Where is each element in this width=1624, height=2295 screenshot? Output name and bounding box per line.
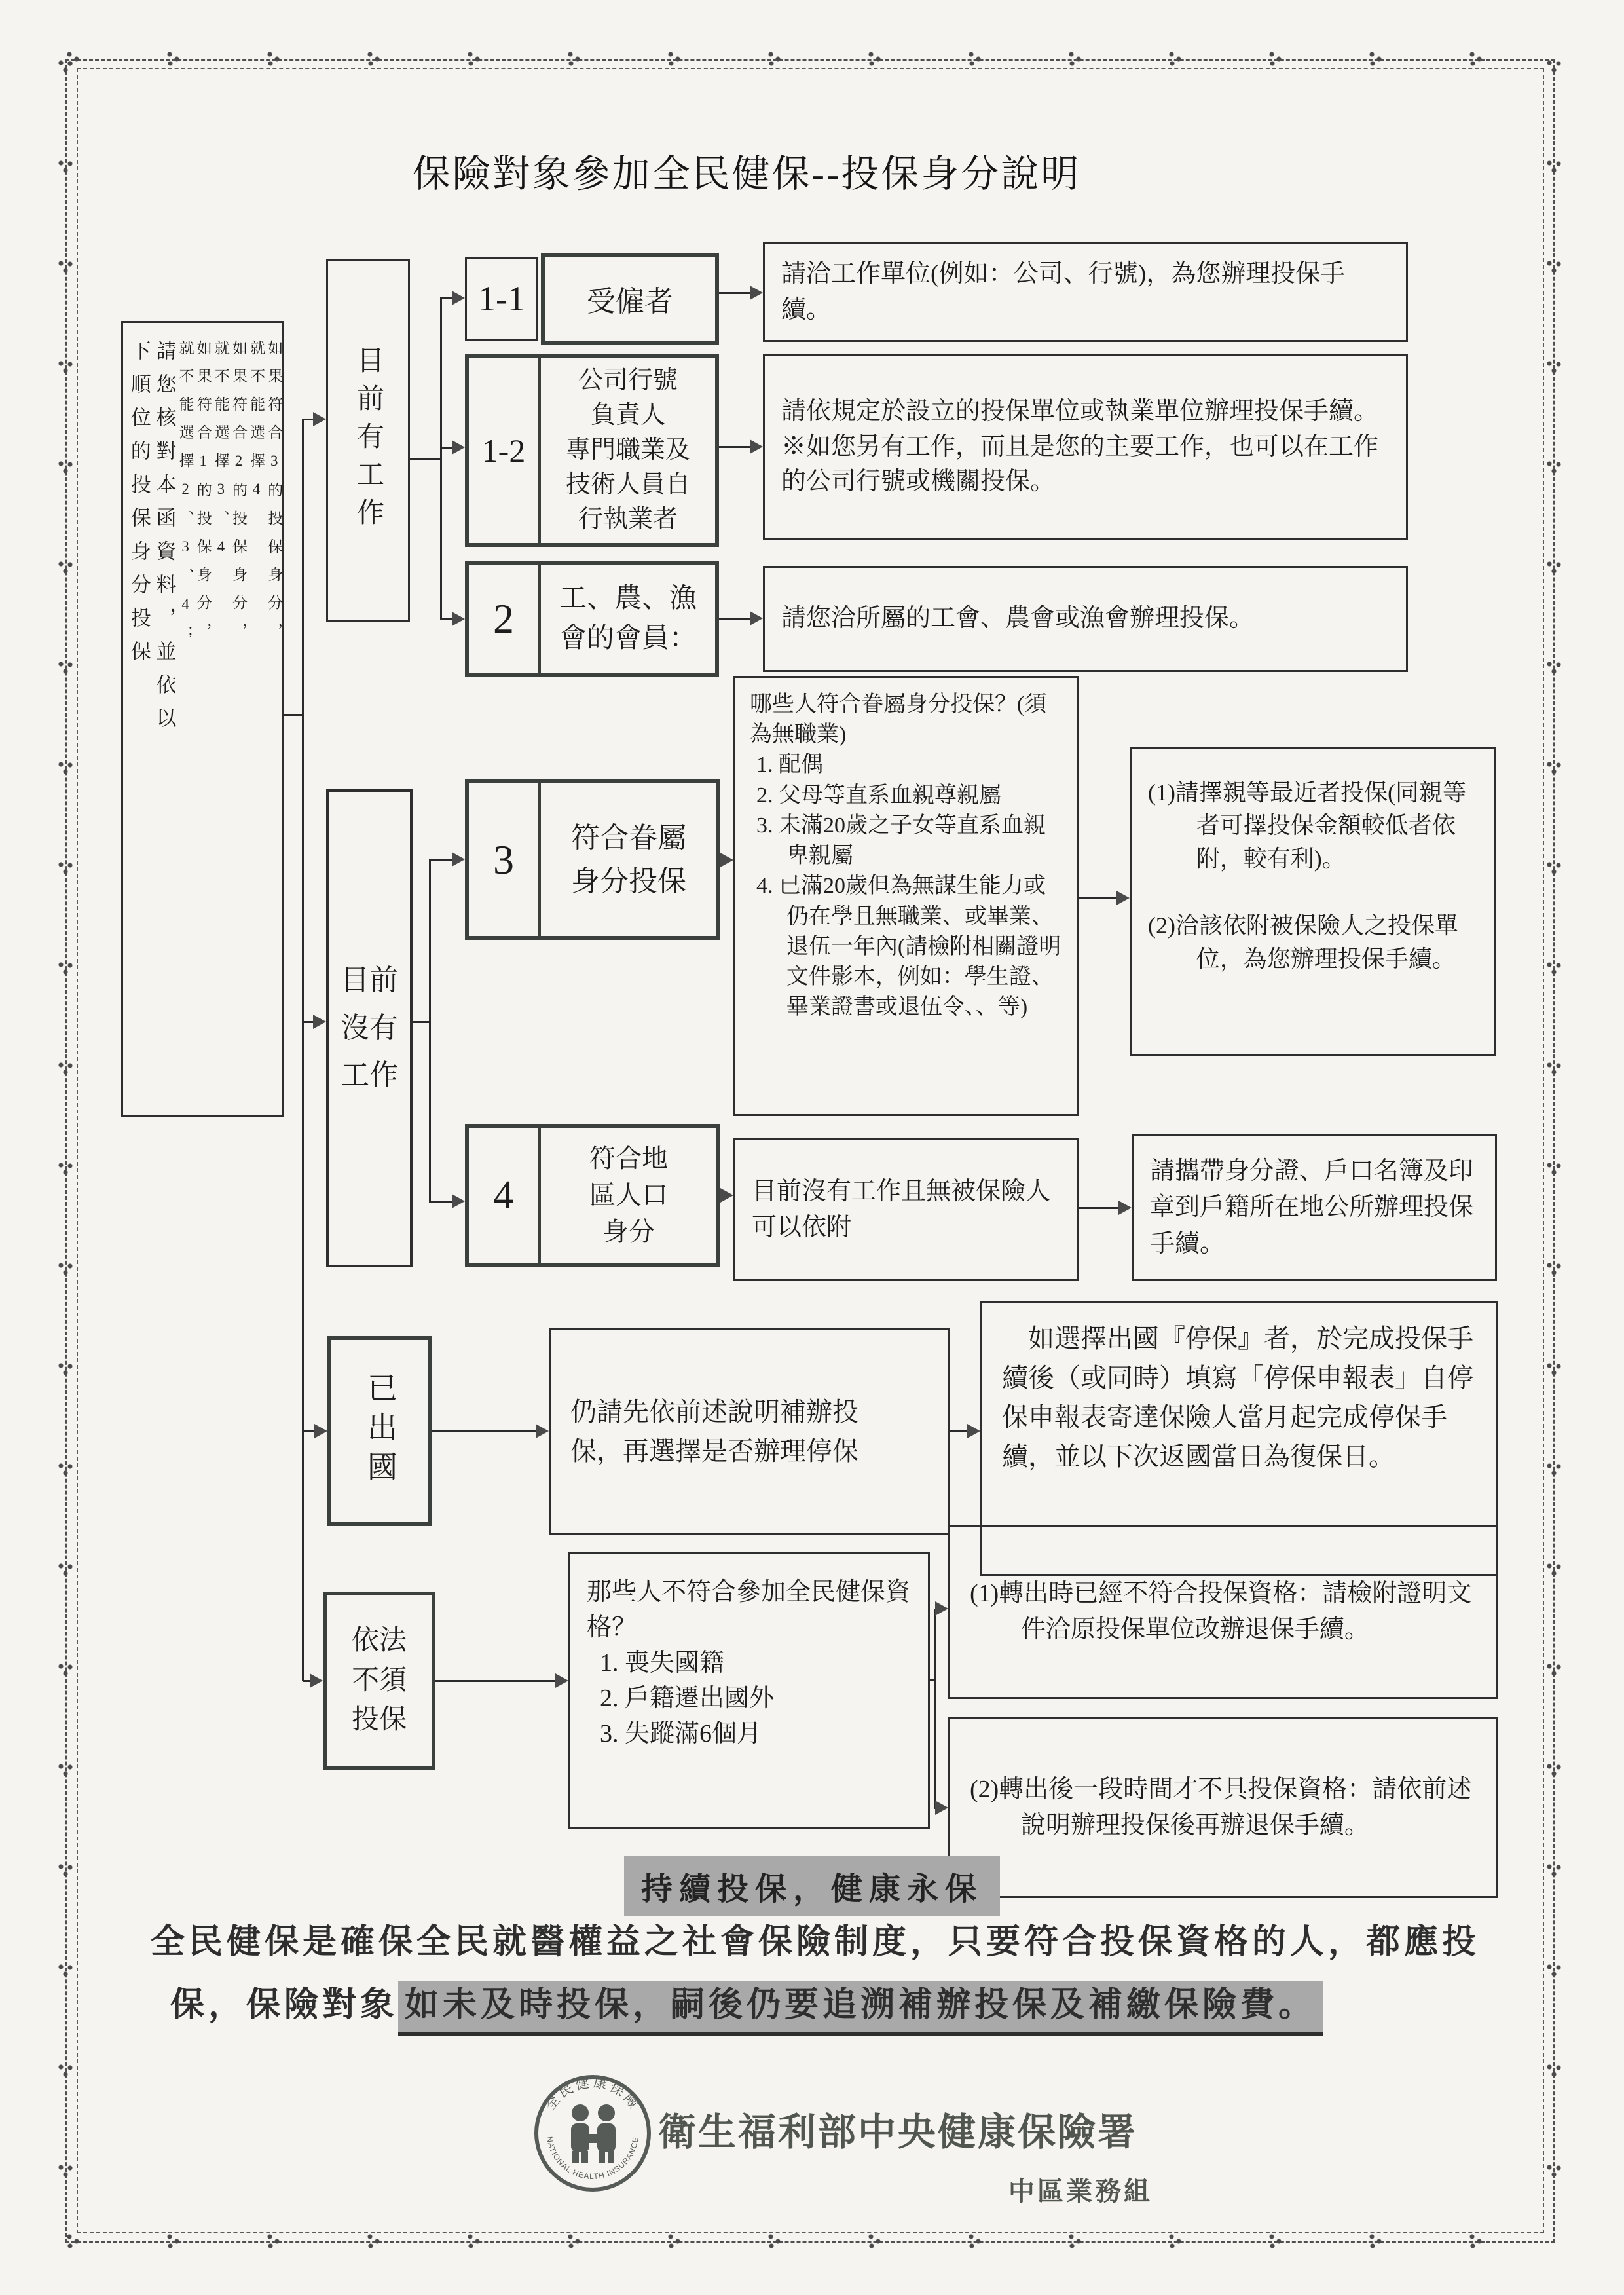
branch-3-middle-item: 1. 配偶 xyxy=(756,753,823,777)
branch-1-2-number-text: 1-2 xyxy=(481,432,526,469)
arrow-icon xyxy=(313,1015,326,1029)
arrow-icon xyxy=(452,612,465,626)
instruction-box xyxy=(121,321,284,1117)
arrow-icon xyxy=(1118,1201,1132,1215)
arrow-icon xyxy=(750,286,763,300)
branch-3-result-box xyxy=(1130,747,1496,1056)
nhi-logo xyxy=(530,2070,655,2194)
exempt-result-box-1 xyxy=(948,1525,1498,1699)
branch-4-middle-text: 目前沒有工作且無被保險人可以依附 xyxy=(752,1177,1051,1241)
exempt-result-1-text: (1)轉出時已經不符合投保資格：請檢附證明文件洽原投保單位改辦退保手續。 xyxy=(970,1579,1472,1643)
branch-3-middle-item: 3. 未滿20歲之子女等直系血親卑親屬 xyxy=(756,813,1046,868)
branch-4-group xyxy=(465,1124,720,1267)
connector-line xyxy=(303,1680,310,1682)
branch-3-number xyxy=(469,783,541,936)
footer-body-line2-highlight: 如未及時投保，嗣後仍要追溯補辦投保及補繳保險費。 xyxy=(398,1981,1323,2036)
connector-line xyxy=(719,292,750,294)
arrow-icon xyxy=(452,852,465,867)
branch-1-2-label xyxy=(541,358,715,543)
category-box-abroad xyxy=(327,1336,432,1526)
branch-1-1-number xyxy=(465,257,538,341)
branch-2-description-text: 請您洽所屬的工會、農會或漁會辦理投保。 xyxy=(781,605,1255,633)
footer-org-name: 衛生福利部中央健康保險署 xyxy=(658,2111,1138,2154)
branch-2-number xyxy=(469,565,541,673)
branch-1-2-description-line2: ※如您另有工作，而且是您的主要工作，也可以在工作的公司行號或機關投保。 xyxy=(781,432,1379,496)
logo-arc-text-top: 全民健康保險 xyxy=(542,2074,644,2114)
arrow-icon xyxy=(536,1424,549,1438)
category-box-working xyxy=(326,259,410,622)
abroad-middle-text: 仍請先依前述說明補辦投保，再選擇是否辦理停保 xyxy=(570,1397,858,1466)
rule-note-2: 如果符合2的投保身分，就不能選擇3、4 xyxy=(212,340,247,651)
footer-org-unit: 中區業務組 xyxy=(1008,2177,1153,2206)
branch-4-label-line: 區人口 xyxy=(589,1180,668,1210)
connector-line xyxy=(934,1609,936,1809)
branch-1-1-description-text: 請洽工作單位(例如：公司、行號)，為您辦理投保手續。 xyxy=(781,259,1346,324)
branch-4-result-box xyxy=(1132,1134,1497,1281)
arrow-icon xyxy=(313,412,326,426)
slogan-highlight: 持續投保，健康永保 xyxy=(624,1856,1000,1916)
arrow-icon xyxy=(720,1188,733,1203)
arrow-icon xyxy=(967,1424,980,1438)
branch-4-number xyxy=(469,1128,541,1263)
category-working-label: 目前有工作 xyxy=(353,345,383,536)
arrow-icon xyxy=(314,1424,327,1438)
footer-body-line2-prefix: 保，保險對象 xyxy=(170,1987,399,2024)
branch-4-result-text: 請攜帶身分證、戶口名簿及印章到戶籍所在地公所辦理投保手續。 xyxy=(1150,1157,1474,1258)
branch-2-description xyxy=(763,566,1408,672)
branch-1-1-number-text: 1-1 xyxy=(478,279,525,318)
connector-line xyxy=(429,1201,452,1203)
connector-line xyxy=(440,447,452,449)
branch-1-1-label xyxy=(541,253,719,345)
category-exempt-label xyxy=(352,1621,407,1741)
category-box-not-working xyxy=(326,789,413,1267)
abroad-middle-box xyxy=(549,1328,950,1535)
branch-4-label-line: 符合地 xyxy=(589,1144,668,1173)
branch-3-label xyxy=(541,783,716,936)
connector-line xyxy=(435,1680,555,1682)
branch-1-1-label-text: 受僱者 xyxy=(587,286,673,318)
branch-3-middle-item: 4. 已滿20歲但為無謀生能力或仍在學且無職業、或畢業、退伍一年內(請檢附相關證明文件影本，例如：學生證、畢業證書或退伍令、、等) xyxy=(756,874,1061,1020)
arrow-icon xyxy=(310,1673,323,1688)
branch-3-middle-title: 哪些人符合眷屬身分投保？(須為無職業) xyxy=(750,692,1047,747)
category-not-working-line: 沒有 xyxy=(341,1011,398,1044)
branch-3-label-line: 身分投保 xyxy=(571,865,686,897)
connector-line xyxy=(440,297,442,620)
connector-line xyxy=(429,859,431,1203)
connector-line xyxy=(440,297,452,299)
category-exempt-line: 不須 xyxy=(351,1665,407,1696)
category-abroad-label: 已出國 xyxy=(363,1372,397,1490)
arrow-icon xyxy=(555,1673,568,1688)
connector-line xyxy=(950,1430,967,1432)
connector-line xyxy=(440,618,452,620)
arrow-icon xyxy=(935,1601,948,1616)
arrow-icon xyxy=(452,1194,465,1208)
branch-2-label-line: 會的會員： xyxy=(559,624,697,654)
exempt-middle-item: 1. 喪失國籍 xyxy=(600,1649,725,1677)
connector-line xyxy=(284,714,303,716)
category-not-working-label xyxy=(341,957,398,1100)
exempt-middle-item: 2. 戶籍遷出國外 xyxy=(600,1684,775,1712)
branch-2-label xyxy=(541,565,715,673)
branch-4-label-line: 身分 xyxy=(602,1217,655,1246)
branch-2-label-line: 工、農、漁 xyxy=(559,584,697,614)
arrow-icon xyxy=(452,291,465,305)
connector-line xyxy=(1079,897,1116,899)
branch-2-group xyxy=(465,561,719,677)
instruction-main-text: 請您核對本函資料，並依以下順位的投保身分投保 xyxy=(127,340,176,741)
branch-3-label-line: 符合眷屬 xyxy=(571,821,686,854)
category-box-exempt xyxy=(323,1592,435,1770)
arrow-icon xyxy=(452,440,465,455)
connector-line xyxy=(303,1430,314,1432)
category-exempt-line: 投保 xyxy=(351,1705,407,1736)
branch-1-2-label-line: 負責人 xyxy=(590,401,665,429)
branch-4-number-text: 4 xyxy=(493,1172,514,1218)
branch-4-label xyxy=(541,1128,716,1263)
category-not-working-line: 目前 xyxy=(341,964,398,997)
branch-3-middle-box xyxy=(733,676,1079,1116)
branch-1-2-description xyxy=(763,354,1408,540)
connector-line xyxy=(303,1021,313,1023)
exempt-middle-title: 那些人不符合參加全民健保資格？ xyxy=(587,1578,911,1641)
instruction-vertical-text xyxy=(123,323,286,1115)
branch-1-2-label-line: 專門職業及 xyxy=(565,436,690,464)
connector-line xyxy=(719,618,750,620)
connector-line xyxy=(303,419,313,420)
connector-line xyxy=(410,458,440,460)
branch-3-result-item: (1)請擇親等最近者投保(同親等者可擇投保金額較低者依附，較有利)。 xyxy=(1148,779,1466,872)
connector-line xyxy=(302,419,304,1681)
category-not-working-line: 工作 xyxy=(341,1059,398,1092)
branch-1-1-description xyxy=(763,242,1408,342)
connector-line xyxy=(719,446,750,448)
logo-figures-icon xyxy=(571,2104,616,2163)
branch-1-2-number xyxy=(469,358,541,543)
connector-line xyxy=(429,859,452,861)
arrow-icon xyxy=(935,1801,948,1815)
connector-line xyxy=(413,1021,429,1023)
connector-line xyxy=(432,1430,536,1432)
branch-3-result-item: (2)洽該依附被保險人之投保單位，為您辦理投保手續。 xyxy=(1148,912,1458,972)
branch-4-middle-box xyxy=(733,1138,1079,1281)
logo-arc-text-bottom: NATIONAL HEALTH INSURANCE xyxy=(545,2136,640,2182)
footer-body-line1: 全民健保是確保全民就醫權益之社會保險制度，只要符合投保資格的人，都應投 xyxy=(151,1924,1481,1961)
branch-3-group xyxy=(465,779,720,940)
footer-body-line2 xyxy=(170,1977,1323,2026)
arrow-icon xyxy=(1116,891,1130,905)
arrow-icon xyxy=(720,853,733,867)
slogan-container xyxy=(0,1856,1624,1916)
category-exempt-line: 依法 xyxy=(351,1625,407,1656)
page-title: 保險對象參加全民健保--投保身分說明 xyxy=(412,153,1081,195)
arrow-icon xyxy=(750,611,763,625)
branch-2-number-text: 2 xyxy=(493,595,514,642)
branch-3-middle-item: 2. 父母等直系血親尊親屬 xyxy=(756,783,1001,808)
branch-3-number-text: 3 xyxy=(493,836,514,883)
decorative-border-flowers-bottom xyxy=(65,2233,1555,2250)
branch-1-2-label-line: 技術人員自 xyxy=(565,471,690,499)
connector-line xyxy=(1079,1207,1118,1209)
abroad-result-text: 如選擇出國『停保』者，於完成投保手續後（或同時）填寫「停保申報表」自停保申報表寄達保險人當月起完成停保手續，並以下次返國當日為復保日。 xyxy=(1002,1324,1473,1471)
branch-1-2-label-line: 公司行號 xyxy=(578,366,678,394)
decorative-border-flowers-top xyxy=(65,51,1555,68)
branch-1-2-group xyxy=(465,354,719,547)
branch-1-2-label-line: 行執業者 xyxy=(578,506,678,534)
rule-note-3: 如果符合3的投保身分，就不能選擇4 xyxy=(248,340,283,651)
exempt-middle-box xyxy=(568,1552,930,1829)
exempt-result-2-text: (2)轉出後一段時間才不具投保資格：請依前述說明辦理投保後再辦退保手續。 xyxy=(970,1775,1472,1839)
rule-note-1: 如果符合1的投保身分，就不能選擇2、3、4； xyxy=(177,340,212,654)
exempt-middle-item: 3. 失蹤滿6個月 xyxy=(600,1719,762,1747)
branch-1-2-description-line1: 請依規定於設立的投保單位或執業單位辦理投保手續。 xyxy=(781,397,1379,425)
arrow-icon xyxy=(750,439,763,454)
